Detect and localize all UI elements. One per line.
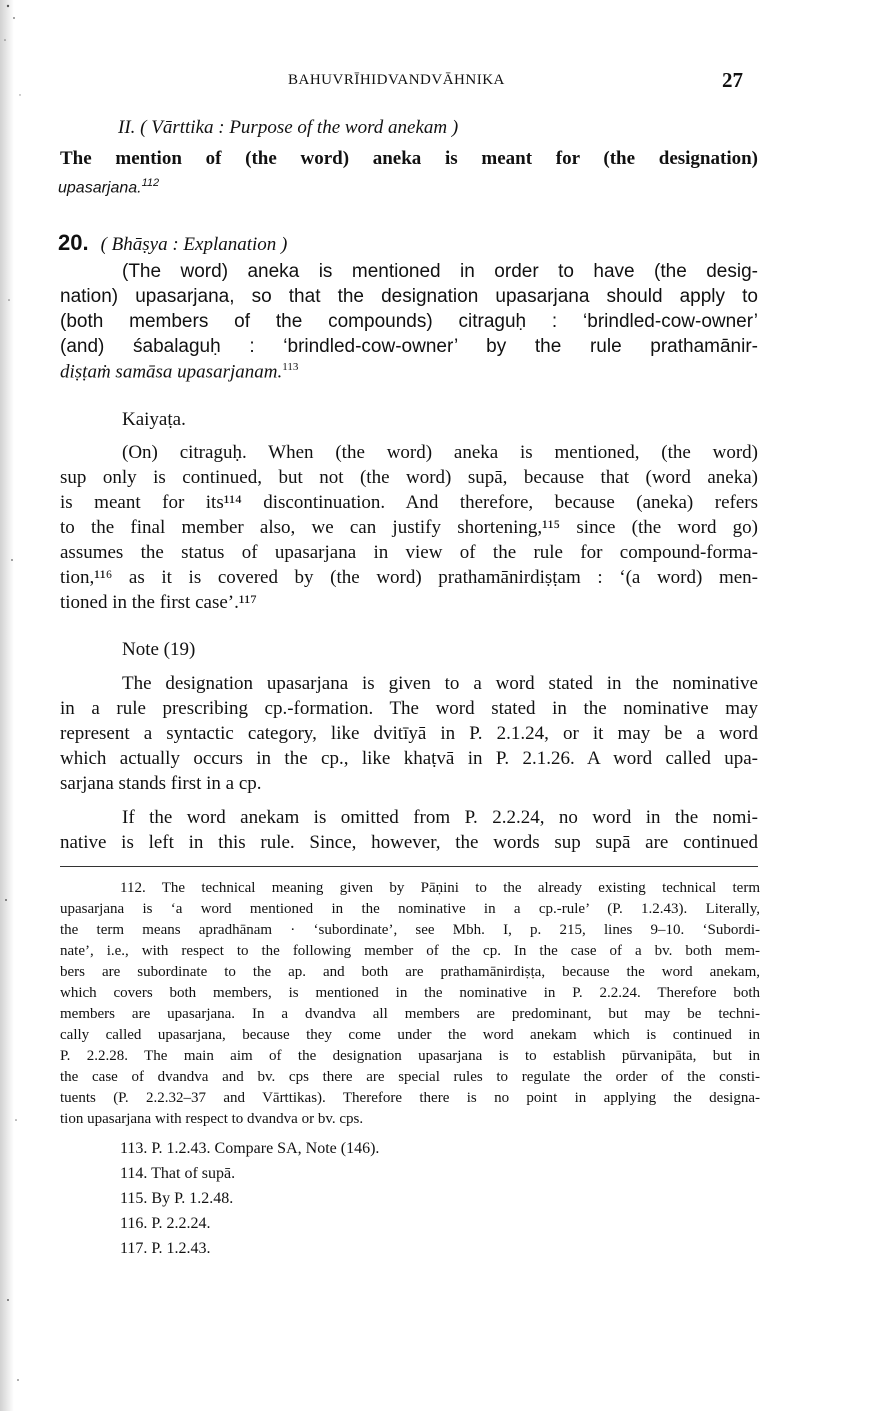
note-line: The designation upasarjana is given to a word stated in the nominative [122, 673, 758, 694]
footnote-112-line: the term means apradhānam · ‘subordinate’, see Mbh. I, p. 215, lines 9–10. ‘Subordi- [60, 922, 760, 938]
footnote-rule [60, 866, 758, 867]
footnote-116: 116. P. 2.2.24. [120, 1215, 211, 1232]
running-header: BAHUVRĪHIDVANDVĀHNIKA [288, 72, 505, 88]
footnote-112-line: members are upasarjana. In a dvandva all members are predominant, but may be techni- [60, 1006, 760, 1022]
kaiyata-line: is meant for its¹¹⁴ discontinuation. And therefore, because (aneka) refers [60, 492, 758, 513]
kaiyata-line: sup only is continued, but not (the word) supā, because that (word aneka) [60, 467, 758, 488]
bhasya-line-last: diṣṭaṁ samāsa upasarjanam.$^{113}$ [60, 361, 299, 383]
footnote-112-line: cally called upasarjana, because they come under the word anekam which is continued in [60, 1027, 760, 1043]
kaiyata-line-last: tioned in the first case’.¹¹⁷ [60, 592, 257, 613]
footnote-115: 115. By P. 1.2.48. [120, 1190, 234, 1207]
section-title: ( Bhāṣya : Explanation ) [100, 234, 288, 255]
note-line: which actually occurs in the cp., like khaṭvā in P. 2.1.26. A word called upa- [60, 748, 758, 769]
footnote-112-line: tion upasarjana with respect to dvandva or bv. cps. [60, 1111, 364, 1127]
bhasya-line: (and) śabalaguḥ : ‘brindled-cow-owner’ by the rule prathamānir- [60, 336, 758, 357]
varttika-line-2: upasarjana.$^{112}$ [58, 177, 160, 197]
footnote-112-line: P. 2.2.28. The main aim of the designation upasarjana is to establish pūrvanipāta, but in [60, 1048, 760, 1064]
note-line-last: sarjana stands first in a cp. [60, 773, 262, 794]
bhasya-line: (The word) aneka is mentioned in order to have (the desig- [122, 261, 758, 282]
scan-specks [0, 0, 36, 1411]
footnote-113: 113. P. 1.2.43. Compare SA, Note (146). [120, 1140, 380, 1157]
section-20-heading [58, 230, 287, 256]
section-number: 20. [58, 230, 89, 255]
kaiyata-line: (On) citraguḥ. When (the word) aneka is mentioned, (the word) [122, 442, 758, 463]
footnote-117: 117. P. 1.2.43. [120, 1240, 211, 1257]
page-number: 27 [722, 68, 743, 92]
note-line: in a rule prescribing cp.-formation. The word stated in the nominative may [60, 698, 758, 719]
note-line: If the word anekam is omitted from P. 2.2.24, no word in the nomi- [122, 807, 758, 828]
kaiyata-line: tion,¹¹⁶ as it is covered by (the word) prathamānirdiṣṭam : ‘(a word) men- [60, 567, 758, 588]
kaiyata-line: assumes the status of upasarjana in view of the rule for compound-forma- [60, 542, 758, 563]
footnote-112-line: nate’, i.e., with respect to the following member of the cp. In the case of a bv. both mem- [60, 943, 760, 959]
bhasya-line: (both members of the compounds) citraguḥ : ‘brindled-cow-owner’ [60, 311, 758, 332]
bhasya-line: nation) upasarjana, so that the designation upasarjana should apply to [60, 286, 758, 307]
varttika-line-1: The mention of (the word) aneka is meant for (the designation) [60, 148, 758, 169]
footnote-112-line: which covers both members, is mentioned in the nominative in P. 2.2.24. Therefore both [60, 985, 760, 1001]
footnote-112-line: upasarjana is ‘a word mentioned in the nominative in a cp.-rule’ (P. 1.2.43). Literally, [60, 901, 760, 917]
footnote-112-line: tuents (P. 2.2.32–37 and Vārttikas). Therefore there is no point in applying the designa- [60, 1090, 760, 1106]
kaiyata-line: to the final member also, we can justify shortening,¹¹⁵ since (the word go) [60, 517, 758, 538]
footnote-112-line: the case of dvandva and bv. cps there are special rules to regulate the order of the consti- [60, 1069, 760, 1085]
note-line: represent a syntactic category, like dvitīyā in P. 2.1.24, or it may be a word [60, 723, 758, 744]
note-heading: Note (19) [122, 639, 196, 660]
varttika-heading: II. ( Vārttika : Purpose of the word anekam ) [118, 117, 459, 138]
footnote-112-line: 112. The technical meaning given by Pāṇini to the already existing technical term [120, 880, 760, 896]
footnote-112-line: bers are subordinate to the ap. and both are prathamānirdiṣṭa, because the word anekam, [60, 964, 760, 980]
footnote-114: 114. That of supā. [120, 1165, 236, 1182]
kaiyata-heading: Kaiyaṭa. [122, 409, 186, 430]
note-line: native is left in this rule. Since, however, the words sup supā are continued [60, 832, 758, 853]
